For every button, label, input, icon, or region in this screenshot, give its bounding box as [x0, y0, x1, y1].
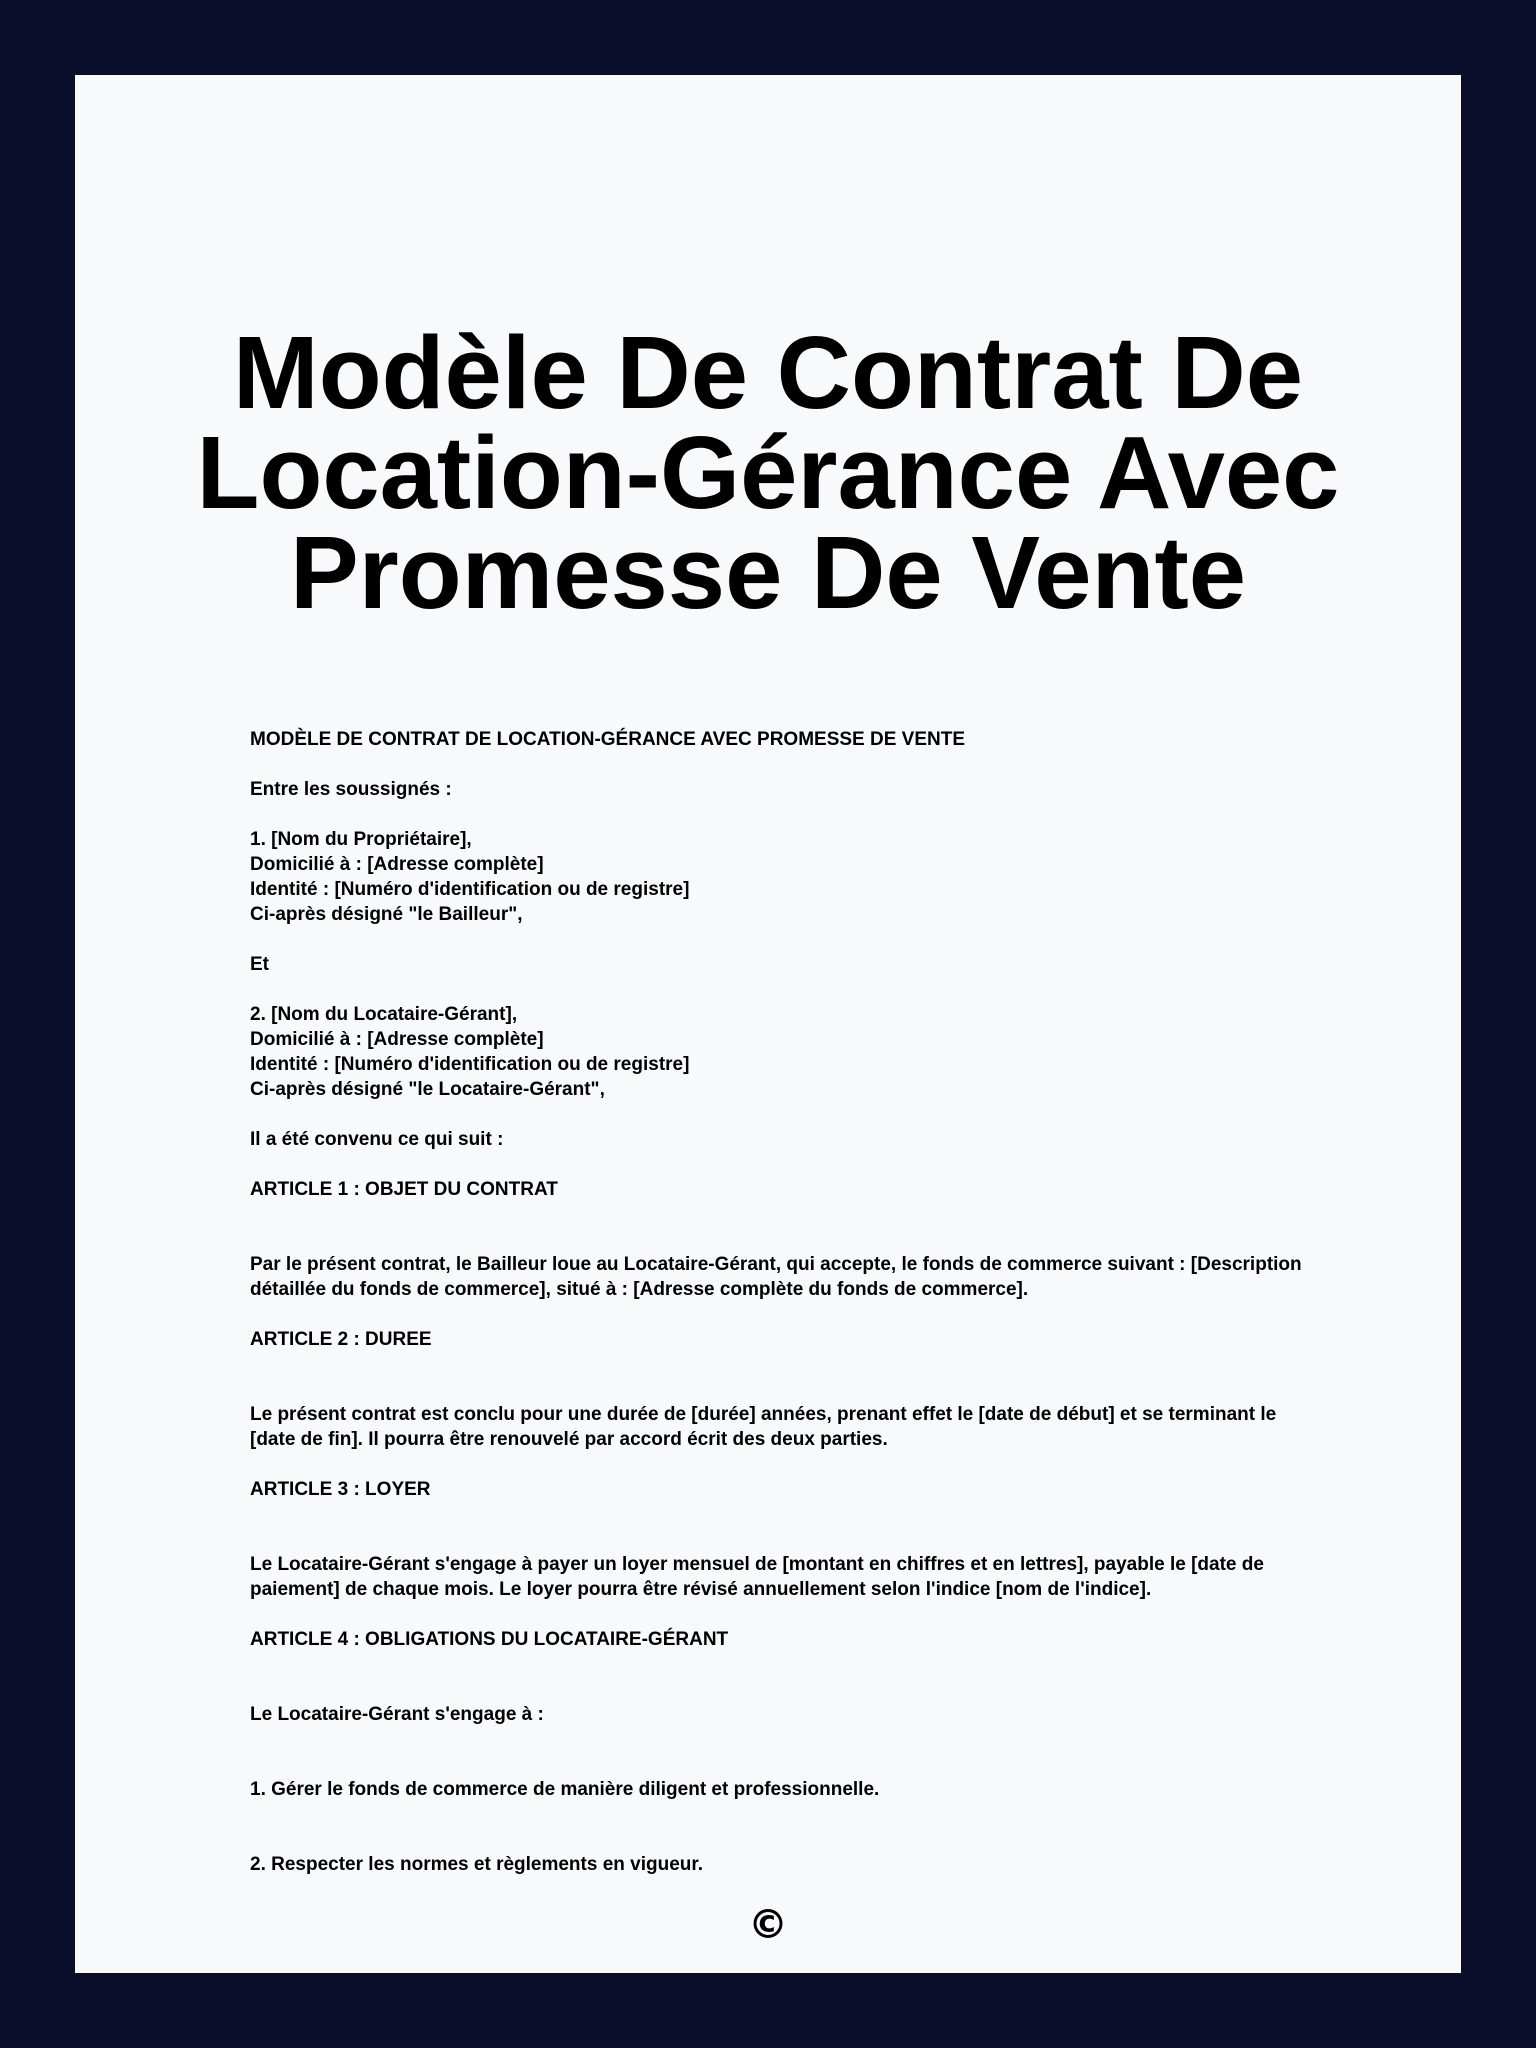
party1-designation: Ci-après désigné "le Bailleur", — [250, 904, 523, 925]
article4-intro: Le Locataire-Gérant s'engage à : — [250, 1704, 544, 1725]
and-separator: Et — [250, 954, 269, 975]
agreed-statement: Il a été convenu ce qui suit : — [250, 1129, 504, 1150]
article2-title: ARTICLE 2 : DUREE — [250, 1329, 432, 1350]
party1-address: Domicilié à : [Adresse complète] — [250, 854, 544, 875]
party2-name: 2. [Nom du Locataire-Gérant], — [250, 1004, 518, 1025]
party1-identity: Identité : [Numéro d'identification ou de registre] — [250, 879, 690, 900]
article2-text: Le présent contrat est conclu pour une durée de [durée] années, prenant effet le [date de début] et se terminant le [date de fin]. Il pourra être renouvelé par accord écrit des deux parties. — [250, 1404, 1277, 1450]
article3-text: Le Locataire-Gérant s'engage à payer un loyer mensuel de [montant en chiffres et en lettres], payable le [date de paiement] de chaque mois. Le loyer pourra être révisé annuellement selon l'indice [nom de l'indice]. — [250, 1554, 1264, 1600]
contract-body — [250, 727, 1310, 1877]
title-line: Promesse De Vente — [289, 515, 1247, 630]
article4-item: 2. Respecter les normes et règlements en vigueur. — [250, 1854, 704, 1875]
party2-address: Domicilié à : [Adresse complète] — [250, 1029, 544, 1050]
parties-intro: Entre les soussignés : — [250, 779, 452, 800]
article3-title: ARTICLE 3 : LOYER — [250, 1479, 431, 1500]
party2-identity: Identité : [Numéro d'identification ou de registre] — [250, 1054, 690, 1075]
article4-title: ARTICLE 4 : OBLIGATIONS DU LOCATAIRE-GÉRANT — [250, 1629, 729, 1650]
title-line: Location-Gérance Avec — [196, 415, 1340, 530]
copyright-icon: © — [748, 1902, 788, 1948]
title-line: Modèle De Contrat De — [232, 315, 1304, 430]
party1-name: 1. [Nom du Propriétaire], — [250, 829, 472, 850]
party2-designation: Ci-après désigné "le Locataire-Gérant", — [250, 1079, 605, 1100]
document-title — [75, 315, 1461, 630]
document-page — [75, 75, 1461, 1973]
article1-text: Par le présent contrat, le Bailleur loue au Locataire-Gérant, qui accepte, le fonds de commerce suivant : [Description détaillée du fonds de commerce], situé à : [Adresse complète du fonds de commerce]. — [250, 1254, 1302, 1300]
article4-item: 1. Gérer le fonds de commerce de manière diligent et professionnelle. — [250, 1779, 880, 1800]
contract-heading: MODÈLE DE CONTRAT DE LOCATION-GÉRANCE AVEC PROMESSE DE VENTE — [250, 729, 966, 750]
article1-title: ARTICLE 1 : OBJET DU CONTRAT — [250, 1179, 558, 1200]
